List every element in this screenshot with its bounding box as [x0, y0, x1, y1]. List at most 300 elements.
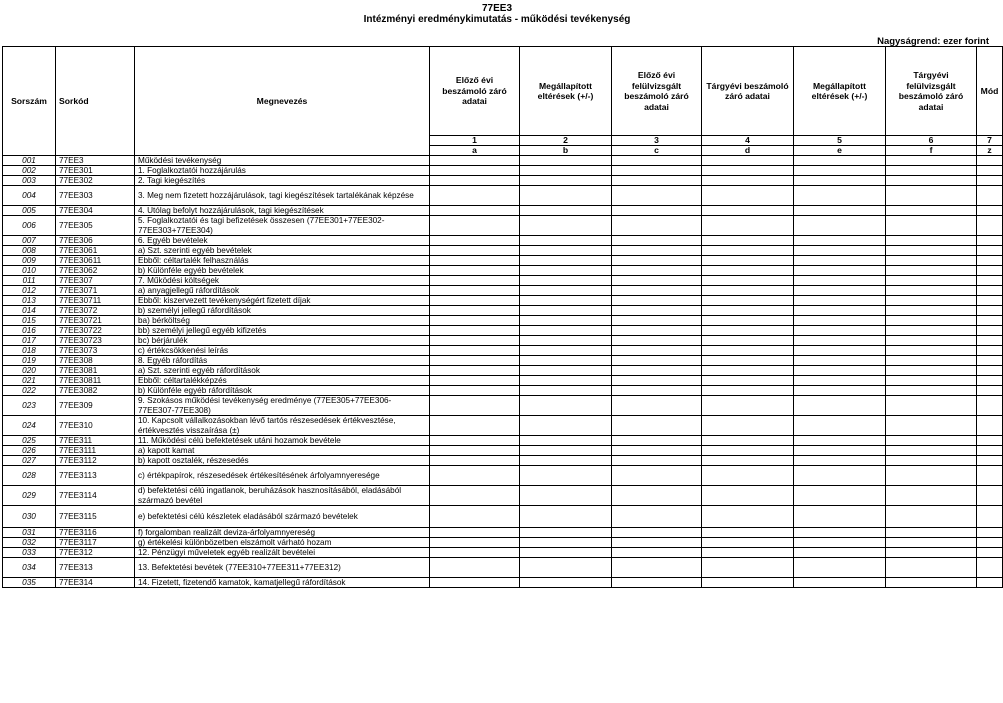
- value-cell[interactable]: [977, 276, 1003, 286]
- value-cell[interactable]: [794, 286, 886, 296]
- value-cell[interactable]: [886, 346, 977, 356]
- value-cell[interactable]: [702, 548, 794, 558]
- value-cell[interactable]: [612, 436, 702, 446]
- value-cell[interactable]: [702, 246, 794, 256]
- value-cell[interactable]: [520, 466, 612, 486]
- value-cell[interactable]: [702, 538, 794, 548]
- value-cell[interactable]: [612, 416, 702, 436]
- value-cell[interactable]: [702, 528, 794, 538]
- value-cell[interactable]: [794, 166, 886, 176]
- value-cell[interactable]: [886, 206, 977, 216]
- value-cell[interactable]: [520, 486, 612, 506]
- value-cell[interactable]: [702, 366, 794, 376]
- value-cell[interactable]: [430, 156, 520, 166]
- value-cell[interactable]: [520, 456, 612, 466]
- table-row: [3, 306, 1003, 316]
- value-cell[interactable]: [430, 436, 520, 446]
- value-cell[interactable]: [702, 356, 794, 366]
- value-cell[interactable]: [702, 276, 794, 286]
- value-cell[interactable]: [520, 396, 612, 416]
- value-cell[interactable]: [430, 528, 520, 538]
- row-serial: 025: [3, 436, 56, 446]
- value-cell[interactable]: [430, 506, 520, 528]
- value-cell[interactable]: [430, 266, 520, 276]
- table-row: [3, 276, 1003, 286]
- value-cell[interactable]: [794, 436, 886, 446]
- value-cell[interactable]: [794, 186, 886, 206]
- value-cell[interactable]: [612, 166, 702, 176]
- value-cell[interactable]: [612, 156, 702, 166]
- value-cell[interactable]: [702, 486, 794, 506]
- value-cell[interactable]: [520, 216, 612, 236]
- value-cell[interactable]: [886, 356, 977, 366]
- value-cell[interactable]: [977, 256, 1003, 266]
- value-cell[interactable]: [430, 446, 520, 456]
- row-name: 2. Tagi kiegészítés: [135, 176, 430, 186]
- value-cell[interactable]: [977, 316, 1003, 326]
- value-cell[interactable]: [702, 446, 794, 456]
- value-cell[interactable]: [612, 386, 702, 396]
- value-cell[interactable]: [612, 316, 702, 326]
- row-name: 8. Egyéb ráfordítás: [135, 356, 430, 366]
- value-cell[interactable]: [702, 326, 794, 336]
- value-cell[interactable]: [886, 166, 977, 176]
- value-cell[interactable]: [702, 186, 794, 206]
- value-cell[interactable]: [794, 548, 886, 558]
- value-cell[interactable]: [702, 436, 794, 446]
- value-cell[interactable]: [794, 306, 886, 316]
- value-cell[interactable]: [520, 176, 612, 186]
- value-cell[interactable]: [702, 216, 794, 236]
- value-cell[interactable]: [520, 156, 612, 166]
- value-cell[interactable]: [794, 346, 886, 356]
- value-cell[interactable]: [794, 326, 886, 336]
- value-cell[interactable]: [886, 306, 977, 316]
- value-cell[interactable]: [977, 236, 1003, 246]
- value-cell[interactable]: [612, 246, 702, 256]
- value-cell[interactable]: [612, 236, 702, 246]
- row-serial: 033: [3, 548, 56, 558]
- value-cell[interactable]: [886, 216, 977, 236]
- value-cell[interactable]: [520, 506, 612, 528]
- value-cell[interactable]: [520, 416, 612, 436]
- header-code: Sorkód: [56, 47, 135, 156]
- value-cell[interactable]: [430, 486, 520, 506]
- value-cell[interactable]: [977, 326, 1003, 336]
- value-cell[interactable]: [430, 416, 520, 436]
- value-cell[interactable]: [886, 266, 977, 276]
- value-cell[interactable]: [977, 356, 1003, 366]
- value-cell[interactable]: [520, 296, 612, 306]
- value-cell[interactable]: [977, 558, 1003, 578]
- value-cell[interactable]: [977, 416, 1003, 436]
- value-cell[interactable]: [520, 386, 612, 396]
- value-cell[interactable]: [977, 156, 1003, 166]
- value-cell[interactable]: [520, 336, 612, 346]
- value-cell[interactable]: [886, 316, 977, 326]
- value-cell[interactable]: [886, 236, 977, 246]
- value-cell[interactable]: [702, 156, 794, 166]
- value-cell[interactable]: [430, 176, 520, 186]
- header-col-4: Tárgyévi beszámoló záró adatai: [702, 47, 794, 136]
- row-code: 77EE30611: [56, 256, 135, 266]
- value-cell[interactable]: [886, 456, 977, 466]
- value-cell[interactable]: [794, 256, 886, 266]
- row-name: 11. Működési célú befektetések utáni hozamok bevétele: [135, 436, 430, 446]
- row-code: 77EE3115: [56, 506, 135, 528]
- value-cell[interactable]: [520, 246, 612, 256]
- value-cell[interactable]: [612, 356, 702, 366]
- value-cell[interactable]: [886, 156, 977, 166]
- value-cell[interactable]: [430, 356, 520, 366]
- value-cell[interactable]: [702, 578, 794, 588]
- value-cell[interactable]: [794, 578, 886, 588]
- row-serial: 002: [3, 166, 56, 176]
- value-cell[interactable]: [702, 166, 794, 176]
- value-cell[interactable]: [430, 456, 520, 466]
- value-cell[interactable]: [612, 538, 702, 548]
- value-cell[interactable]: [886, 436, 977, 446]
- value-cell[interactable]: [612, 176, 702, 186]
- row-code: 77EE3072: [56, 306, 135, 316]
- value-cell[interactable]: [612, 558, 702, 578]
- value-cell[interactable]: [702, 416, 794, 436]
- value-cell[interactable]: [794, 466, 886, 486]
- value-cell[interactable]: [977, 538, 1003, 548]
- value-cell[interactable]: [520, 276, 612, 286]
- row-code: 77EE3114: [56, 486, 135, 506]
- value-cell[interactable]: [430, 236, 520, 246]
- table-row: [3, 326, 1003, 336]
- value-cell[interactable]: [794, 266, 886, 276]
- value-cell[interactable]: [977, 548, 1003, 558]
- value-cell[interactable]: [977, 216, 1003, 236]
- row-name: g) értékelési különbözetben elszámolt várható hozam: [135, 538, 430, 548]
- row-serial: 011: [3, 276, 56, 286]
- value-cell[interactable]: [977, 366, 1003, 376]
- value-cell[interactable]: [702, 456, 794, 466]
- value-cell[interactable]: [977, 436, 1003, 446]
- value-cell[interactable]: [794, 528, 886, 538]
- value-cell[interactable]: [886, 538, 977, 548]
- value-cell[interactable]: [520, 346, 612, 356]
- value-cell[interactable]: [702, 266, 794, 276]
- table-row: [3, 578, 1003, 588]
- value-cell[interactable]: [520, 578, 612, 588]
- value-cell[interactable]: [520, 538, 612, 548]
- value-cell[interactable]: [886, 336, 977, 346]
- value-cell[interactable]: [977, 486, 1003, 506]
- value-cell[interactable]: [977, 578, 1003, 588]
- value-cell[interactable]: [612, 486, 702, 506]
- table-row: [3, 376, 1003, 386]
- value-cell[interactable]: [702, 306, 794, 316]
- value-cell[interactable]: [520, 236, 612, 246]
- row-code: 77EE305: [56, 216, 135, 236]
- value-cell[interactable]: [612, 366, 702, 376]
- row-code: 77EE308: [56, 356, 135, 366]
- value-cell[interactable]: [430, 326, 520, 336]
- value-cell[interactable]: [702, 286, 794, 296]
- row-serial: 001: [3, 156, 56, 166]
- value-cell[interactable]: [520, 436, 612, 446]
- value-cell[interactable]: [794, 176, 886, 186]
- value-cell[interactable]: [794, 156, 886, 166]
- value-cell[interactable]: [520, 326, 612, 336]
- value-cell[interactable]: [702, 206, 794, 216]
- row-serial: 019: [3, 356, 56, 366]
- row-serial: 035: [3, 578, 56, 588]
- row-serial: 022: [3, 386, 56, 396]
- header-col-2: Megállapított eltérések (+/-): [520, 47, 612, 136]
- value-cell[interactable]: [612, 286, 702, 296]
- value-cell[interactable]: [977, 376, 1003, 386]
- value-cell[interactable]: [702, 236, 794, 246]
- value-cell[interactable]: [977, 446, 1003, 456]
- value-cell[interactable]: [520, 206, 612, 216]
- value-cell[interactable]: [886, 256, 977, 266]
- value-cell[interactable]: [977, 396, 1003, 416]
- value-cell[interactable]: [977, 466, 1003, 486]
- value-cell[interactable]: [794, 506, 886, 528]
- income-statement-table: [2, 46, 1003, 588]
- value-cell[interactable]: [612, 466, 702, 486]
- value-cell[interactable]: [886, 296, 977, 306]
- value-cell[interactable]: [520, 376, 612, 386]
- value-cell[interactable]: [612, 548, 702, 558]
- value-cell[interactable]: [794, 486, 886, 506]
- value-cell[interactable]: [977, 246, 1003, 256]
- col-letter: f: [886, 146, 977, 156]
- value-cell[interactable]: [977, 206, 1003, 216]
- value-cell[interactable]: [612, 396, 702, 416]
- row-code: 77EE312: [56, 548, 135, 558]
- value-cell[interactable]: [430, 548, 520, 558]
- value-cell[interactable]: [886, 246, 977, 256]
- value-cell[interactable]: [886, 326, 977, 336]
- value-cell[interactable]: [612, 266, 702, 276]
- value-cell[interactable]: [520, 548, 612, 558]
- row-serial: 023: [3, 396, 56, 416]
- table-row: [3, 206, 1003, 216]
- value-cell[interactable]: [612, 528, 702, 538]
- value-cell[interactable]: [612, 376, 702, 386]
- value-cell[interactable]: [977, 336, 1003, 346]
- value-cell[interactable]: [612, 346, 702, 356]
- value-cell[interactable]: [702, 506, 794, 528]
- value-cell[interactable]: [794, 416, 886, 436]
- value-cell[interactable]: [794, 276, 886, 286]
- value-cell[interactable]: [886, 558, 977, 578]
- col-letter: d: [702, 146, 794, 156]
- value-cell[interactable]: [430, 166, 520, 176]
- value-cell[interactable]: [977, 306, 1003, 316]
- value-cell[interactable]: [794, 446, 886, 456]
- col-letter: c: [612, 146, 702, 156]
- value-cell[interactable]: [977, 266, 1003, 276]
- value-cell[interactable]: [430, 396, 520, 416]
- value-cell[interactable]: [794, 376, 886, 386]
- value-cell[interactable]: [794, 216, 886, 236]
- value-cell[interactable]: [612, 276, 702, 286]
- value-cell[interactable]: [520, 266, 612, 276]
- value-cell[interactable]: [886, 386, 977, 396]
- row-serial: 030: [3, 506, 56, 528]
- value-cell[interactable]: [612, 326, 702, 336]
- row-code: 77EE3111: [56, 446, 135, 456]
- value-cell[interactable]: [430, 276, 520, 286]
- value-cell[interactable]: [977, 528, 1003, 538]
- value-cell[interactable]: [702, 386, 794, 396]
- table-row: [3, 528, 1003, 538]
- value-cell[interactable]: [977, 456, 1003, 466]
- value-cell[interactable]: [430, 538, 520, 548]
- value-cell[interactable]: [977, 386, 1003, 396]
- value-cell[interactable]: [520, 186, 612, 206]
- value-cell[interactable]: [886, 286, 977, 296]
- value-cell[interactable]: [794, 356, 886, 366]
- value-cell[interactable]: [977, 166, 1003, 176]
- value-cell[interactable]: [430, 316, 520, 326]
- col-letter: b: [520, 146, 612, 156]
- value-cell[interactable]: [430, 296, 520, 306]
- value-cell[interactable]: [886, 176, 977, 186]
- value-cell[interactable]: [794, 386, 886, 396]
- value-cell[interactable]: [977, 506, 1003, 528]
- value-cell[interactable]: [612, 186, 702, 206]
- header-serial: Sorszám: [3, 47, 56, 156]
- value-cell[interactable]: [430, 366, 520, 376]
- value-cell[interactable]: [794, 366, 886, 376]
- table-row: [3, 456, 1003, 466]
- value-cell[interactable]: [886, 396, 977, 416]
- value-cell[interactable]: [977, 296, 1003, 306]
- value-cell[interactable]: [430, 466, 520, 486]
- value-cell[interactable]: [702, 346, 794, 356]
- value-cell[interactable]: [612, 306, 702, 316]
- value-cell[interactable]: [520, 286, 612, 296]
- value-cell[interactable]: [430, 346, 520, 356]
- value-cell[interactable]: [702, 296, 794, 306]
- value-cell[interactable]: [430, 256, 520, 266]
- value-cell[interactable]: [794, 558, 886, 578]
- table-row: [3, 266, 1003, 276]
- value-cell[interactable]: [430, 246, 520, 256]
- value-cell[interactable]: [612, 446, 702, 456]
- row-name: 1. Foglalkoztatói hozzájárulás: [135, 166, 430, 176]
- value-cell[interactable]: [430, 216, 520, 236]
- value-cell[interactable]: [612, 206, 702, 216]
- value-cell[interactable]: [430, 578, 520, 588]
- value-cell[interactable]: [612, 578, 702, 588]
- value-cell[interactable]: [886, 376, 977, 386]
- value-cell[interactable]: [702, 176, 794, 186]
- value-cell[interactable]: [430, 386, 520, 396]
- value-cell[interactable]: [430, 186, 520, 206]
- value-cell[interactable]: [520, 366, 612, 376]
- row-name: bc) bérjárulék: [135, 336, 430, 346]
- value-cell[interactable]: [612, 456, 702, 466]
- value-cell[interactable]: [702, 316, 794, 326]
- table-row: [3, 166, 1003, 176]
- table-row: [3, 356, 1003, 366]
- value-cell[interactable]: [794, 296, 886, 306]
- value-cell[interactable]: [430, 286, 520, 296]
- value-cell[interactable]: [430, 206, 520, 216]
- value-cell[interactable]: [702, 396, 794, 416]
- header-name: Megnevezés: [135, 47, 430, 156]
- value-cell[interactable]: [612, 296, 702, 306]
- value-cell[interactable]: [794, 396, 886, 416]
- value-cell[interactable]: [430, 376, 520, 386]
- value-cell[interactable]: [430, 336, 520, 346]
- value-cell[interactable]: [794, 236, 886, 246]
- value-cell[interactable]: [430, 558, 520, 578]
- row-name: 13. Befektetési bevétek (77EE310+77EE311+77EE312): [135, 558, 430, 578]
- value-cell[interactable]: [430, 306, 520, 316]
- row-name: b) Különféle egyéb ráfordítások: [135, 386, 430, 396]
- row-serial: 032: [3, 538, 56, 548]
- value-cell[interactable]: [886, 578, 977, 588]
- value-cell[interactable]: [886, 416, 977, 436]
- value-cell[interactable]: [794, 316, 886, 326]
- value-cell[interactable]: [794, 456, 886, 466]
- value-cell[interactable]: [977, 186, 1003, 206]
- row-code: 77EE30723: [56, 336, 135, 346]
- row-name: 7. Működési költségek: [135, 276, 430, 286]
- value-cell[interactable]: [886, 276, 977, 286]
- value-cell[interactable]: [886, 528, 977, 538]
- value-cell[interactable]: [520, 558, 612, 578]
- value-cell[interactable]: [977, 346, 1003, 356]
- value-cell[interactable]: [886, 486, 977, 506]
- value-cell[interactable]: [520, 256, 612, 266]
- page-title: Intézményi eredménykimutatás - működési tevékenység: [363, 14, 631, 25]
- row-serial: 018: [3, 346, 56, 356]
- value-cell[interactable]: [702, 558, 794, 578]
- value-cell[interactable]: [977, 176, 1003, 186]
- value-cell[interactable]: [520, 166, 612, 176]
- value-cell[interactable]: [886, 186, 977, 206]
- value-cell[interactable]: [794, 206, 886, 216]
- value-cell[interactable]: [794, 336, 886, 346]
- value-cell[interactable]: [520, 356, 612, 366]
- value-cell[interactable]: [886, 506, 977, 528]
- value-cell[interactable]: [702, 336, 794, 346]
- value-cell[interactable]: [702, 466, 794, 486]
- value-cell[interactable]: [520, 528, 612, 538]
- value-cell[interactable]: [520, 306, 612, 316]
- value-cell[interactable]: [520, 446, 612, 456]
- value-cell[interactable]: [886, 446, 977, 456]
- value-cell[interactable]: [612, 256, 702, 266]
- value-cell[interactable]: [612, 506, 702, 528]
- table-row: [3, 216, 1003, 236]
- value-cell[interactable]: [520, 316, 612, 326]
- value-cell[interactable]: [886, 466, 977, 486]
- value-cell[interactable]: [794, 538, 886, 548]
- value-cell[interactable]: [794, 246, 886, 256]
- value-cell[interactable]: [886, 548, 977, 558]
- value-cell[interactable]: [886, 366, 977, 376]
- value-cell[interactable]: [702, 376, 794, 386]
- value-cell[interactable]: [702, 256, 794, 266]
- row-name: f) forgalomban realizált deviza-árfolyamnyereség: [135, 528, 430, 538]
- row-code: 77EE306: [56, 236, 135, 246]
- value-cell[interactable]: [612, 216, 702, 236]
- value-cell[interactable]: [612, 336, 702, 346]
- value-cell[interactable]: [977, 286, 1003, 296]
